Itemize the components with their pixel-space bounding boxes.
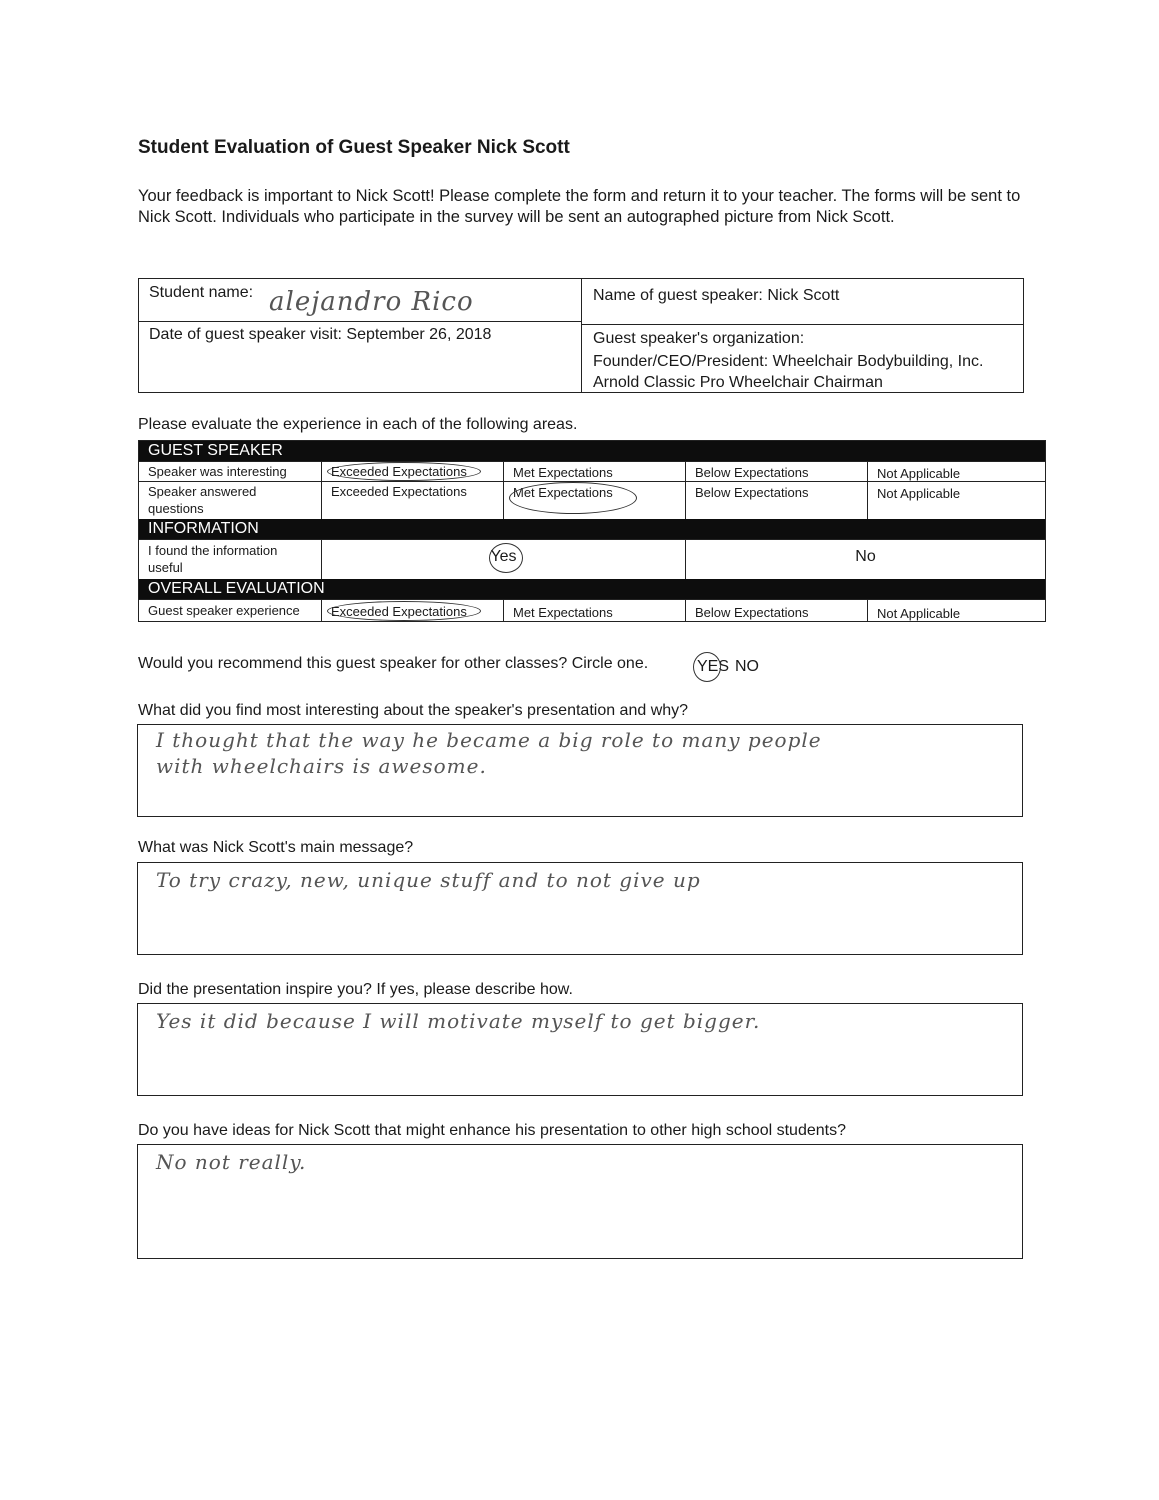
row-information-useful bbox=[139, 539, 1045, 579]
selection-circle bbox=[327, 462, 481, 481]
answer-box-2[interactable] bbox=[137, 862, 1023, 955]
option-yes[interactable]: Yes bbox=[321, 540, 685, 579]
option-exceeded[interactable]: Exceeded Expectations bbox=[321, 482, 503, 519]
row-label: Speaker answered questions bbox=[148, 484, 257, 516]
option-below[interactable]: Below Expectations bbox=[685, 600, 867, 621]
speaker-name: Name of guest speaker: Nick Scott bbox=[593, 287, 840, 304]
row-label: Speaker was interesting bbox=[148, 464, 287, 479]
answer-2: To try crazy, new, unique stuff and to not give up bbox=[156, 868, 701, 892]
option-met[interactable]: Met Expectations bbox=[503, 462, 685, 481]
option-na[interactable]: Not Applicable bbox=[867, 482, 1045, 519]
answer-box-3[interactable] bbox=[137, 1003, 1023, 1096]
answer-4: No not really. bbox=[156, 1150, 307, 1174]
intro-paragraph: Your feedback is important to Nick Scott! Please complete the form and return it to your teacher. The forms will be sent to Nick Scott. Individuals who participate in the survey will be sent an autographed picture from Nick Scott. bbox=[138, 187, 1021, 226]
recommend-no[interactable]: NO bbox=[735, 658, 759, 675]
answer-1-line-2: with wheelchairs is awesome. bbox=[156, 754, 487, 778]
row-guest-speaker-experience bbox=[139, 599, 1045, 621]
org-label: Guest speaker's organization: bbox=[593, 330, 805, 347]
selection-circle bbox=[489, 543, 523, 573]
section-overall: OVERALL EVALUATION bbox=[139, 579, 1045, 599]
evaluation-instructions: Please evaluate the experience in each of the following areas. bbox=[138, 416, 578, 433]
question-3: Did the presentation inspire you? If yes, please describe how. bbox=[138, 981, 573, 998]
option-no[interactable]: No bbox=[685, 540, 1045, 579]
row-label: Guest speaker experience bbox=[148, 603, 300, 618]
yes-selection-circle bbox=[693, 652, 721, 682]
student-name-label: Student name: bbox=[149, 284, 254, 301]
option-exceeded[interactable]: Exceeded Expectations bbox=[321, 600, 503, 621]
answer-box-1[interactable] bbox=[137, 724, 1023, 817]
org-line2: Arnold Classic Pro Wheelchair Chairman bbox=[593, 374, 883, 391]
selection-circle bbox=[509, 482, 637, 514]
visit-date: Date of guest speaker visit: September 26, 2018 bbox=[149, 326, 492, 343]
question-4: Do you have ideas for Nick Scott that might enhance his presentation to other high school students? bbox=[138, 1122, 846, 1139]
info-table bbox=[138, 278, 1024, 393]
recommend-yes[interactable]: YES bbox=[697, 658, 730, 675]
question-2: What was Nick Scott's main message? bbox=[138, 839, 414, 856]
row-speaker-interesting bbox=[139, 461, 1045, 481]
recommend-question: Would you recommend this guest speaker for other classes? Circle one. bbox=[138, 655, 649, 672]
option-met[interactable]: Met Expectations bbox=[503, 482, 685, 519]
org-line1: Founder/CEO/President: Wheelchair Bodybuilding, Inc. bbox=[593, 353, 984, 370]
evaluation-table bbox=[138, 440, 1046, 622]
row-speaker-answered bbox=[139, 481, 1045, 519]
question-1: What did you find most interesting about the speaker's presentation and why? bbox=[138, 702, 689, 719]
option-met[interactable]: Met Expectations bbox=[503, 600, 685, 621]
option-below[interactable]: Below Expectations bbox=[685, 462, 867, 481]
answer-box-4[interactable] bbox=[137, 1144, 1023, 1259]
row-label: I found the information useful bbox=[148, 543, 278, 575]
answer-3: Yes it did because I will motivate myself to get bigger. bbox=[156, 1009, 761, 1033]
option-na[interactable]: Not Applicable bbox=[867, 600, 1045, 621]
student-name-value[interactable]: alejandro Rico bbox=[269, 287, 474, 317]
section-information: INFORMATION bbox=[139, 519, 1045, 539]
option-exceeded[interactable]: Exceeded Expectations bbox=[321, 462, 503, 481]
section-guest-speaker: GUEST SPEAKER bbox=[139, 441, 1045, 461]
answer-1-line-1: I thought that the way he became a big role to many people bbox=[156, 728, 822, 752]
selection-circle bbox=[327, 601, 481, 621]
form-title: Student Evaluation of Guest Speaker Nick Scott bbox=[138, 137, 570, 158]
option-na[interactable]: Not Applicable bbox=[867, 462, 1045, 481]
option-below[interactable]: Below Expectations bbox=[685, 482, 867, 519]
